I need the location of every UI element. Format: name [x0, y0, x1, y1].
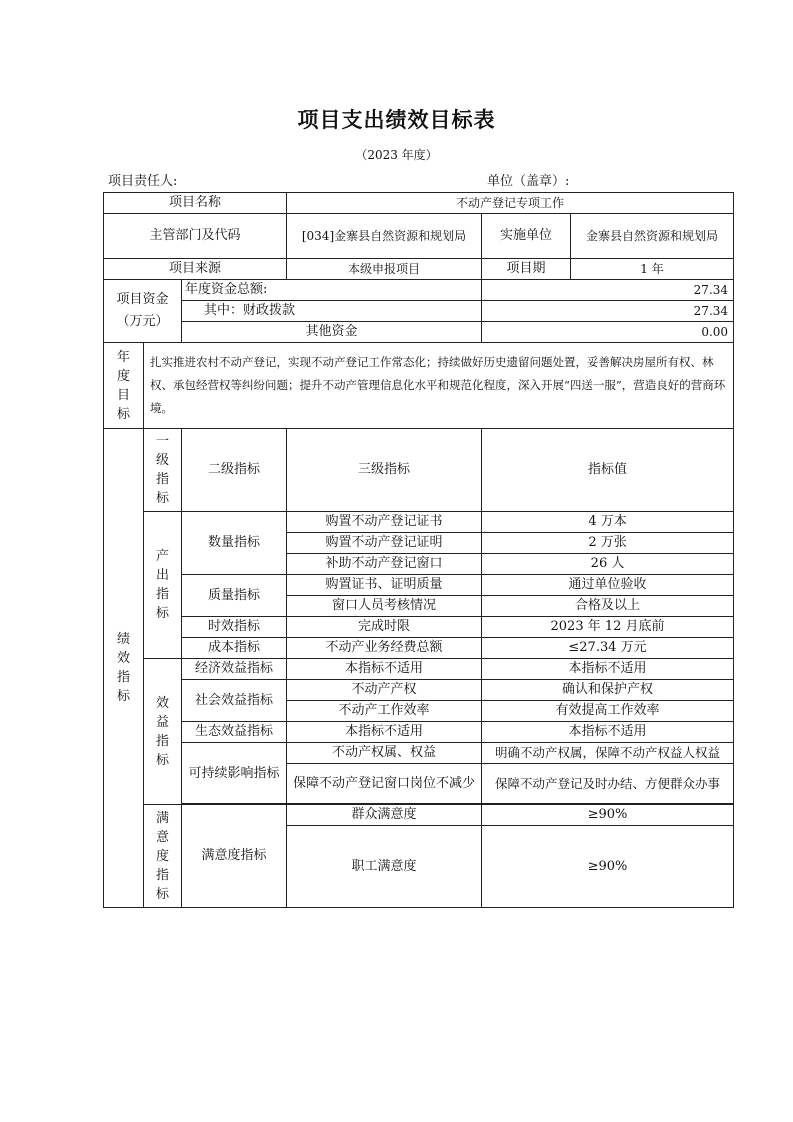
indicator-name: 购置不动产登记证明 [287, 533, 482, 554]
indicator-name: 窗口人员考核情况 [287, 596, 482, 617]
social-benefit-label: 社会效益指标 [182, 680, 287, 722]
satisfaction-level2-label: 满意度指标 [182, 805, 287, 908]
table-row [104, 575, 734, 596]
quality-indicator-label: 质量指标 [182, 575, 287, 617]
performance-indicator-label: 绩效指标 [104, 429, 144, 908]
economic-benefit-label: 经济效益指标 [182, 659, 287, 680]
impl-unit-value: 金寨县自然资源和规划局 [571, 214, 734, 259]
table-row [104, 193, 734, 214]
fund-total-value: 27.34 [482, 280, 734, 301]
indicator-value: 保障不动产登记及时办结、方便群众办事 [482, 764, 734, 804]
fund-other-value: 0.00 [482, 322, 734, 343]
indicator-value: 2023 年 12 月底前 [482, 617, 734, 638]
impl-unit-label: 实施单位 [482, 214, 571, 259]
header-level1: 一级指标 [144, 429, 182, 512]
sustainable-impact-label: 可持续影响指标 [182, 743, 287, 804]
indicator-value: ≥90% [482, 805, 734, 826]
fund-total-label: 年度资金总额: [182, 280, 482, 301]
indicator-name: 保障不动产登记窗口岗位不减少 [287, 764, 482, 804]
indicator-name: 本指标不适用 [287, 722, 482, 743]
indicator-name: 完成时限 [287, 617, 482, 638]
table-row [104, 722, 734, 743]
table-row [104, 259, 734, 280]
fund-other-label: 其他资金 [182, 322, 482, 343]
indicator-value: 本指标不适用 [482, 722, 734, 743]
table-row [104, 280, 734, 301]
indicator-value: 通过单位验收 [482, 575, 734, 596]
indicator-value: 确认和保护产权 [482, 680, 734, 701]
indicator-value: ≤27.34 万元 [482, 638, 734, 659]
indicator-name: 购置证书、证明质量 [287, 575, 482, 596]
table-row [104, 680, 734, 701]
indicator-name: 不动产产权 [287, 680, 482, 701]
indicator-name: 不动产业务经费总额 [287, 638, 482, 659]
project-name-value: 不动产登记专项工作 [287, 193, 734, 214]
year-label: （2023 年度） [355, 148, 438, 162]
project-name-label: 项目名称 [104, 193, 287, 214]
annual-goal-label: 年度目标 [104, 343, 144, 429]
indicator-value: 合格及以上 [482, 596, 734, 617]
indicator-name: 职工满意度 [287, 826, 482, 908]
ecological-benefit-label: 生态效益指标 [182, 722, 287, 743]
indicator-value: 有效提高工作效率 [482, 701, 734, 722]
indicator-value: ≥90% [482, 826, 734, 908]
performance-table [103, 192, 734, 908]
table-row [104, 805, 734, 826]
indicator-value: 4 万本 [482, 512, 734, 533]
period-value: 1 年 [571, 259, 734, 280]
table-row [104, 214, 734, 259]
responsible-label: 项目责任人: [108, 174, 178, 189]
table-row [104, 301, 734, 322]
header-level3: 三级指标 [287, 429, 482, 512]
satisfaction-indicator-label: 满意度指标 [144, 805, 182, 908]
source-value: 本级申报项目 [287, 259, 482, 280]
timeliness-indicator-label: 时效指标 [182, 617, 287, 638]
cost-indicator-label: 成本指标 [182, 638, 287, 659]
page-title: 项目支出绩效目标表 [297, 107, 496, 132]
indicator-value: 26 人 [482, 554, 734, 575]
table-row [104, 743, 734, 764]
table-row [104, 617, 734, 638]
fund-fiscal-label: 其中：财政拨款 [182, 301, 482, 322]
header-value: 指标值 [482, 429, 734, 512]
fund-fiscal-value: 27.34 [482, 301, 734, 322]
annual-goal-text: 扎实推进农村不动产登记，实现不动产登记工作常态化；持续做好历史遗留问题处置，妥善解决房屋所有权、林权、承包经营权等纠纷问题；提升不动产管理信息化水平和规范化程度，深入开展“四送一服”，营造良好的营商环境。 [144, 343, 734, 429]
fund-label: 项目资金（万元） [104, 280, 182, 343]
benefit-indicator-label: 效益指标 [144, 659, 182, 805]
output-indicator-label: 产出指标 [144, 512, 182, 659]
indicator-name: 补助不动产登记窗口 [287, 554, 482, 575]
unit-stamp-label: 单位（盖章）: [487, 174, 570, 189]
table-row [104, 322, 734, 343]
indicator-name: 购置不动产登记证书 [287, 512, 482, 533]
table-row [104, 429, 734, 512]
indicator-name: 不动产工作效率 [287, 701, 482, 722]
table-row [104, 343, 734, 429]
table-row [104, 638, 734, 659]
indicator-value: 本指标不适用 [482, 659, 734, 680]
indicator-name: 不动产权属、权益 [287, 743, 482, 764]
indicator-value: 2 万张 [482, 533, 734, 554]
indicator-name: 群众满意度 [287, 805, 482, 826]
table-row [104, 659, 734, 680]
indicator-name: 本指标不适用 [287, 659, 482, 680]
header-level2: 二级指标 [182, 429, 287, 512]
dept-value: [034]金寨县自然资源和规划局 [287, 214, 482, 259]
table-row [104, 512, 734, 533]
indicator-value: 明确不动产权属，保障不动产权益人权益 [482, 743, 734, 764]
source-label: 项目来源 [104, 259, 287, 280]
period-label: 项目期 [482, 259, 571, 280]
dept-label: 主管部门及代码 [104, 214, 287, 259]
quantity-indicator-label: 数量指标 [182, 512, 287, 575]
